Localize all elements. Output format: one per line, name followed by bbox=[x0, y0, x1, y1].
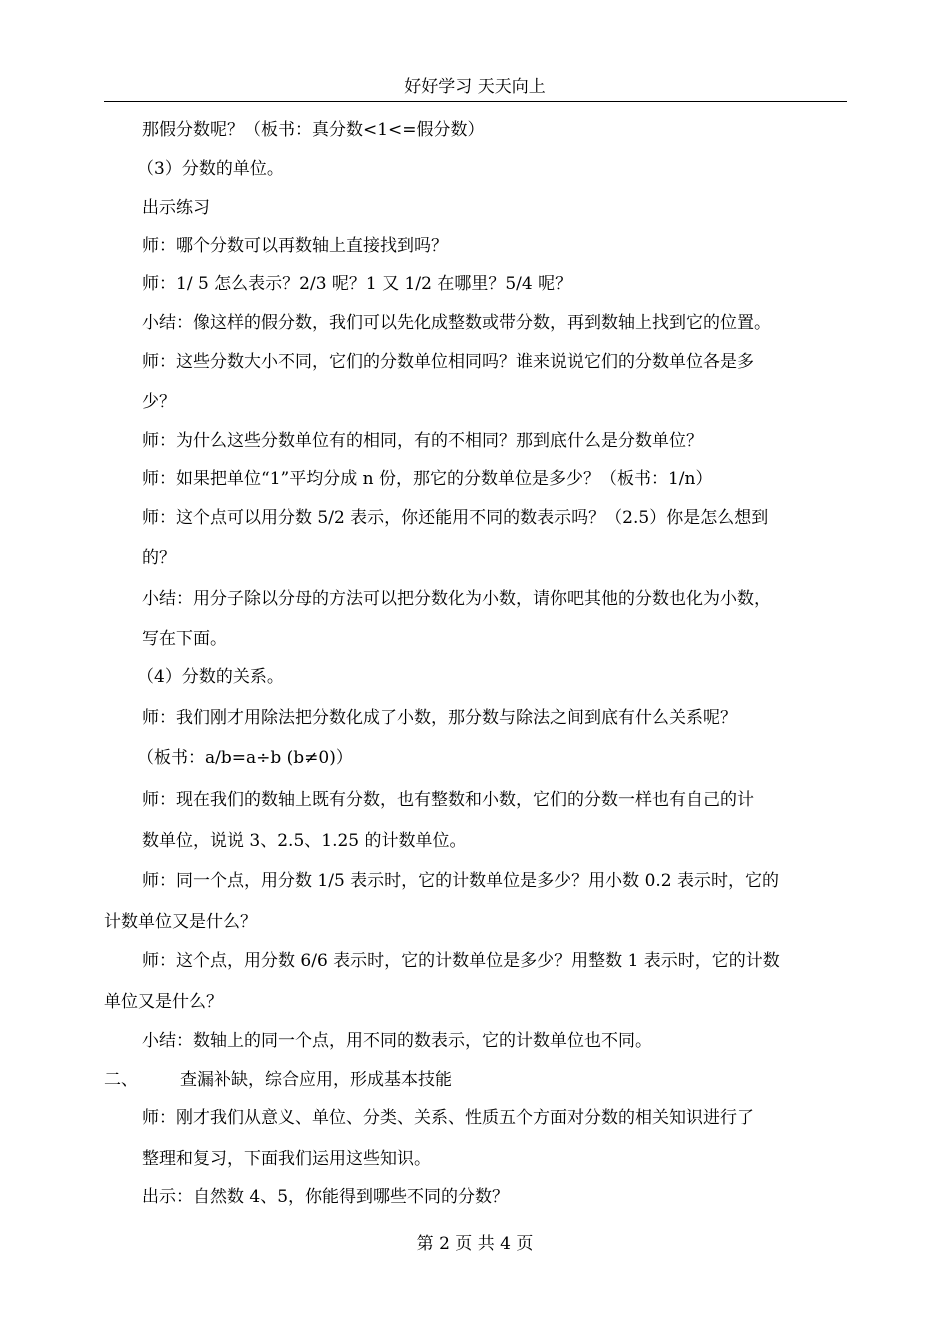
text-line: 师：这些分数大小不同，它们的分数单位相同吗？谁来说说它们的分数单位各是多 bbox=[142, 352, 754, 372]
text-line: 单位又是什么？ bbox=[104, 992, 223, 1012]
text-line: 师：这个点，用分数 6/6 表示时，它的计数单位是多少？用整数 1 表示时，它的计数 bbox=[142, 951, 780, 971]
text-line: 小结：用分子除以分母的方法可以把分数化为小数，请你吧其他的分数也化为小数， bbox=[142, 589, 771, 609]
text-line: 那假分数呢？（板书：真分数<1<=假分数） bbox=[142, 120, 485, 140]
text-line: 师：如果把单位“1”平均分成 n 份，那它的分数单位是多少？（板书：1/n） bbox=[142, 469, 713, 489]
text-line: 师：我们刚才用除法把分数化成了小数，那分数与除法之间到底有什么关系呢？ bbox=[142, 708, 737, 728]
text-line: 的？ bbox=[142, 548, 176, 568]
text-line: 师：刚才我们从意义、单位、分类、关系、性质五个方面对分数的相关知识进行了 bbox=[142, 1108, 754, 1128]
text-line: 师：1/ 5 怎么表示？2/3 呢？1 又 1/2 在哪里？5/4 呢？ bbox=[142, 274, 573, 294]
text-line: 师：这个点可以用分数 5/2 表示，你还能用不同的数表示吗？（2.5）你是怎么想到 bbox=[142, 508, 769, 528]
text-line: 出示练习 bbox=[142, 198, 210, 218]
text-line: 小结：像这样的假分数，我们可以先化成整数或带分数，再到数轴上找到它的位置。 bbox=[142, 313, 771, 333]
text-line: （4）分数的关系。 bbox=[137, 667, 284, 687]
text-line: 少？ bbox=[142, 392, 176, 412]
text-line: 师：现在我们的数轴上既有分数，也有整数和小数，它们的分数一样也有自己的计 bbox=[142, 790, 754, 810]
text-line: 小结：数轴上的同一个点，用不同的数表示，它的计数单位也不同。 bbox=[142, 1031, 652, 1051]
text-line: （板书：a/b=a÷b (b≠0)） bbox=[137, 748, 353, 768]
text-line: 师：为什么这些分数单位有的相同，有的不相同？那到底什么是分数单位？ bbox=[142, 431, 703, 451]
section-number: 二、 bbox=[104, 1070, 138, 1090]
text-line: 写在下面。 bbox=[142, 629, 227, 649]
section-heading: 查漏补缺，综合应用，形成基本技能 bbox=[180, 1070, 452, 1090]
header-rule bbox=[104, 101, 847, 102]
text-line: 数单位，说说 3、2.5、1.25 的计数单位。 bbox=[142, 831, 467, 851]
text-line: （3）分数的单位。 bbox=[137, 159, 284, 179]
text-line: 师：同一个点，用分数 1/5 表示时，它的计数单位是多少？用小数 0.2 表示时，它的 bbox=[142, 871, 780, 891]
text-line: 整理和复习，下面我们运用这些知识。 bbox=[142, 1149, 431, 1169]
page-header-title: 好好学习 天天向上 bbox=[404, 77, 546, 97]
text-line: 计数单位又是什么？ bbox=[104, 912, 257, 932]
text-line: 师：哪个分数可以再数轴上直接找到吗？ bbox=[142, 236, 448, 256]
text-line: 出示：自然数 4、5，你能得到哪些不同的分数？ bbox=[142, 1187, 510, 1207]
page-footer: 第 2 页 共 4 页 bbox=[416, 1234, 534, 1254]
